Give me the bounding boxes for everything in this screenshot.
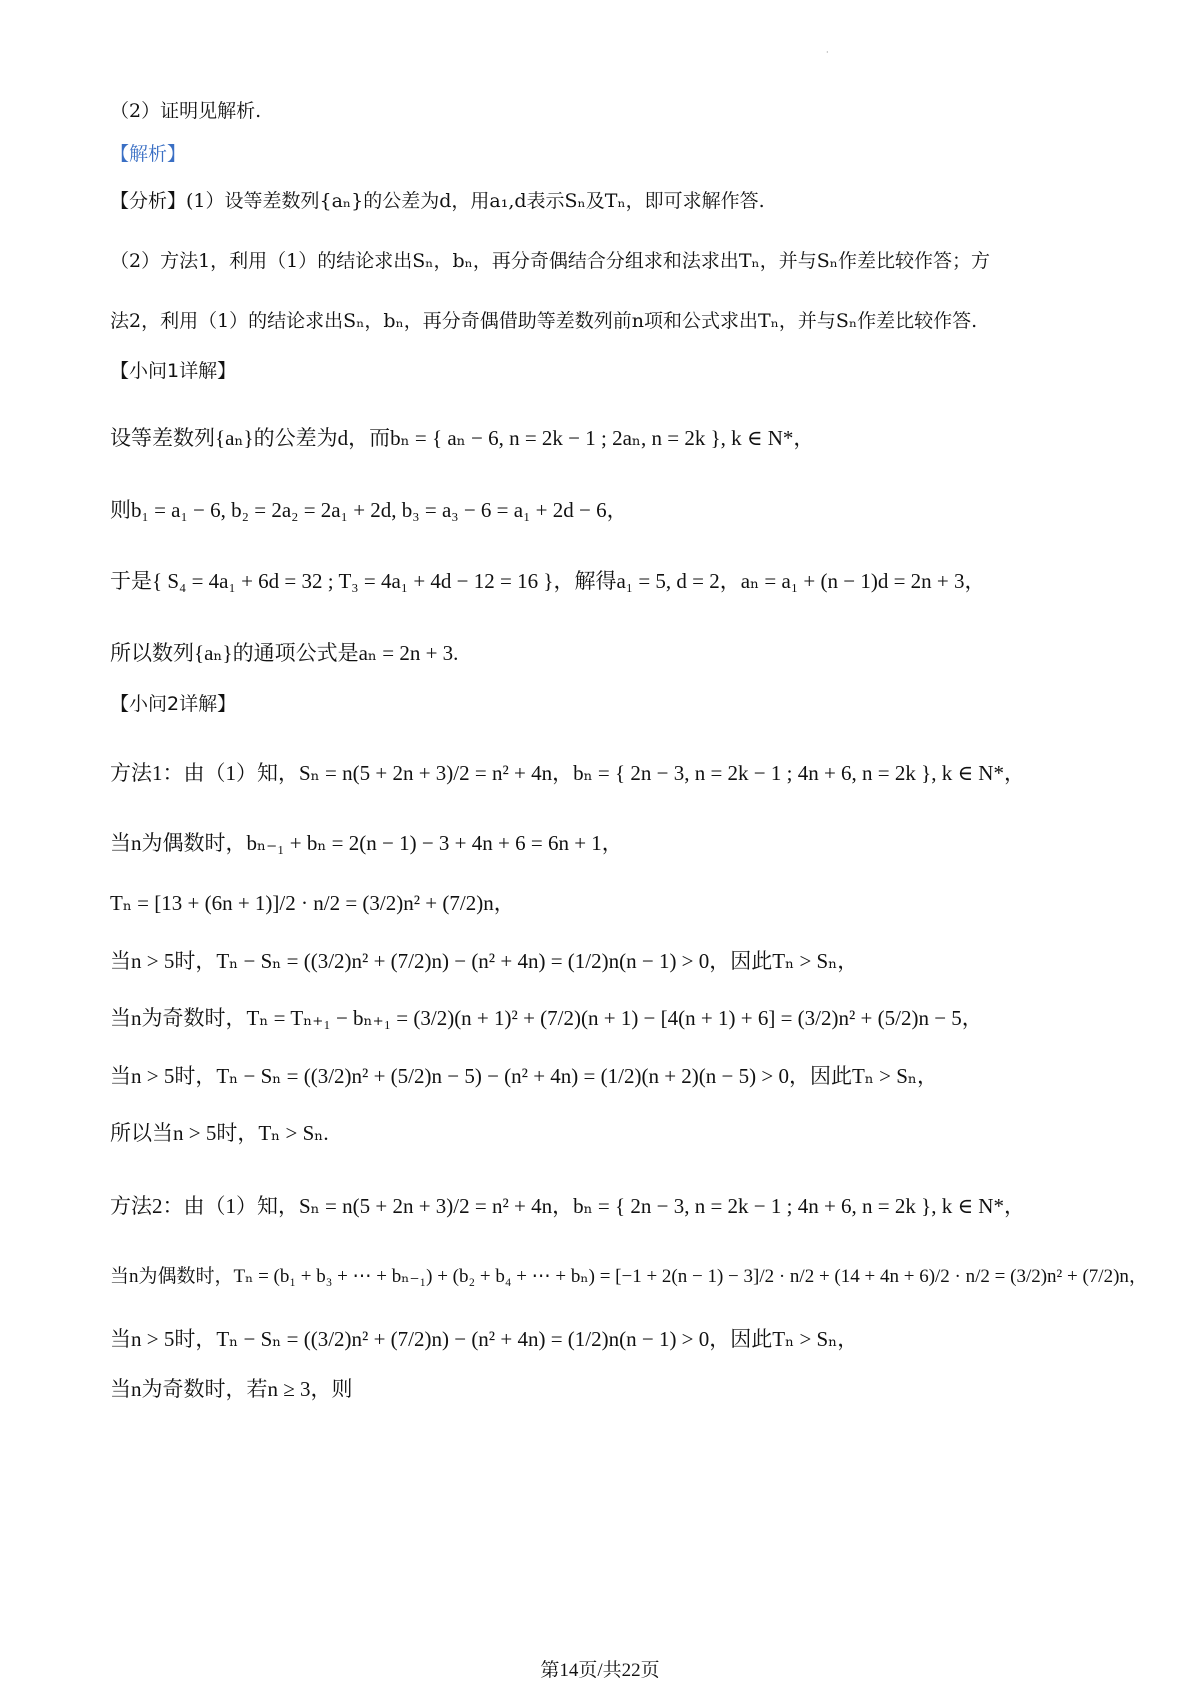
method2-odd-case: 当n为奇数时，若n ≥ 3，则 [110, 1377, 353, 1401]
answer-part-2: （2）证明见解析. [110, 100, 262, 122]
method1-even-pair-sum: 当n为偶数时，bₙ₋₁ + bₙ = 2(n − 1) − 3 + 4n + 6 = 6n + 1， [110, 831, 623, 855]
method1-tn-even: Tₙ = [13 + (6n + 1)]/2 · n/2 = (3/2)n² + (7/2)n， [110, 891, 515, 915]
analysis-tag: 【解析】 [110, 143, 187, 165]
method1-even-compare: 当n > 5时，Tₙ − Sₙ = ((3/2)n² + (7/2)n) − (n² + 4n) = (1/2)n(n − 1) > 0，因此Tₙ > Sₙ， [110, 949, 859, 973]
analysis-part-2-line-2: 法2，利用（1）的结论求出Sₙ，bₙ，再分奇偶借助等差数列前n项和公式求出Tₙ，并与Sₙ作差比较作答. [110, 310, 978, 332]
subquestion-2-heading: 【小问2详解】 [110, 693, 237, 715]
method1-tn-odd: 当n为奇数时，Tₙ = Tₙ₊₁ − bₙ₊₁ = (3/2)(n + 1)² + (7/2)(n + 1) − [4(n + 1) + 6] = (3/2)n² + (5/2)n − 5， [110, 1006, 983, 1030]
method2-tn-even: 当n为偶数时，Tₙ = (b₁ + b₃ + ⋯ + bₙ₋₁) + (b₂ + b₄ + ⋯ + bₙ) = [−1 + 2(n − 1) − 3]/2 · n/2 + (14 + 4n + 6)/2 · n/2 = (3/2)n² + (7/2)n， [110, 1266, 1148, 1287]
method2-sn-bn: 方法2：由（1）知，Sₙ = n(5 + 2n + 3)/2 = n² + 4n，bₙ = { 2n − 3, n = 2k − 1 ; 4n + 6, n = 2k }, k ∈ N*， [110, 1194, 1025, 1218]
subq1-b-values: 则b₁ = a₁ − 6, b₂ = 2a₂ = 2a₁ + 2d, b₃ = a₃ − 6 = a₁ + 2d − 6， [110, 498, 628, 522]
analysis-part-2-line-1: （2）方法1，利用（1）的结论求出Sₙ，bₙ，再分奇偶结合分组求和法求出Tₙ，并与Sₙ作差比较作答；方 [110, 250, 991, 272]
subq1-conclusion: 所以数列{aₙ}的通项公式是aₙ = 2n + 3. [110, 641, 459, 665]
method2-even-compare: 当n > 5时，Tₙ − Sₙ = ((3/2)n² + (7/2)n) − (n² + 4n) = (1/2)n(n − 1) > 0，因此Tₙ > Sₙ， [110, 1327, 859, 1351]
corner-dot: · [826, 48, 829, 57]
method1-odd-compare: 当n > 5时，Tₙ − Sₙ = ((3/2)n² + (5/2)n − 5) − (n² + 4n) = (1/2)(n + 2)(n − 5) > 0，因此Tₙ > Sₙ， [110, 1064, 938, 1088]
analysis-part-1: 【分析】(1）设等差数列{aₙ}的公差为d，用a₁,d表示Sₙ及Tₙ，即可求解作答. [110, 190, 765, 212]
subq1-bn-definition: 设等差数列{aₙ}的公差为d，而bₙ = { aₙ − 6, n = 2k − 1 ; 2aₙ, n = 2k }, k ∈ N*， [110, 426, 815, 450]
method1-sn-bn: 方法1：由（1）知，Sₙ = n(5 + 2n + 3)/2 = n² + 4n，bₙ = { 2n − 3, n = 2k − 1 ; 4n + 6, n = 2k }, k ∈ N*， [110, 761, 1025, 785]
page-footer: 第14页/共22页 [540, 1660, 660, 1681]
method1-conclusion: 所以当n > 5时，Tₙ > Sₙ. [110, 1121, 329, 1145]
subq1-system-solution: 于是{ S₄ = 4a₁ + 6d = 32 ; T₃ = 4a₁ + 4d − 12 = 16 }，解得a₁ = 5, d = 2，aₙ = a₁ + (n − 1)d = 2n + 3， [110, 569, 986, 593]
subquestion-1-heading: 【小问1详解】 [110, 360, 237, 382]
